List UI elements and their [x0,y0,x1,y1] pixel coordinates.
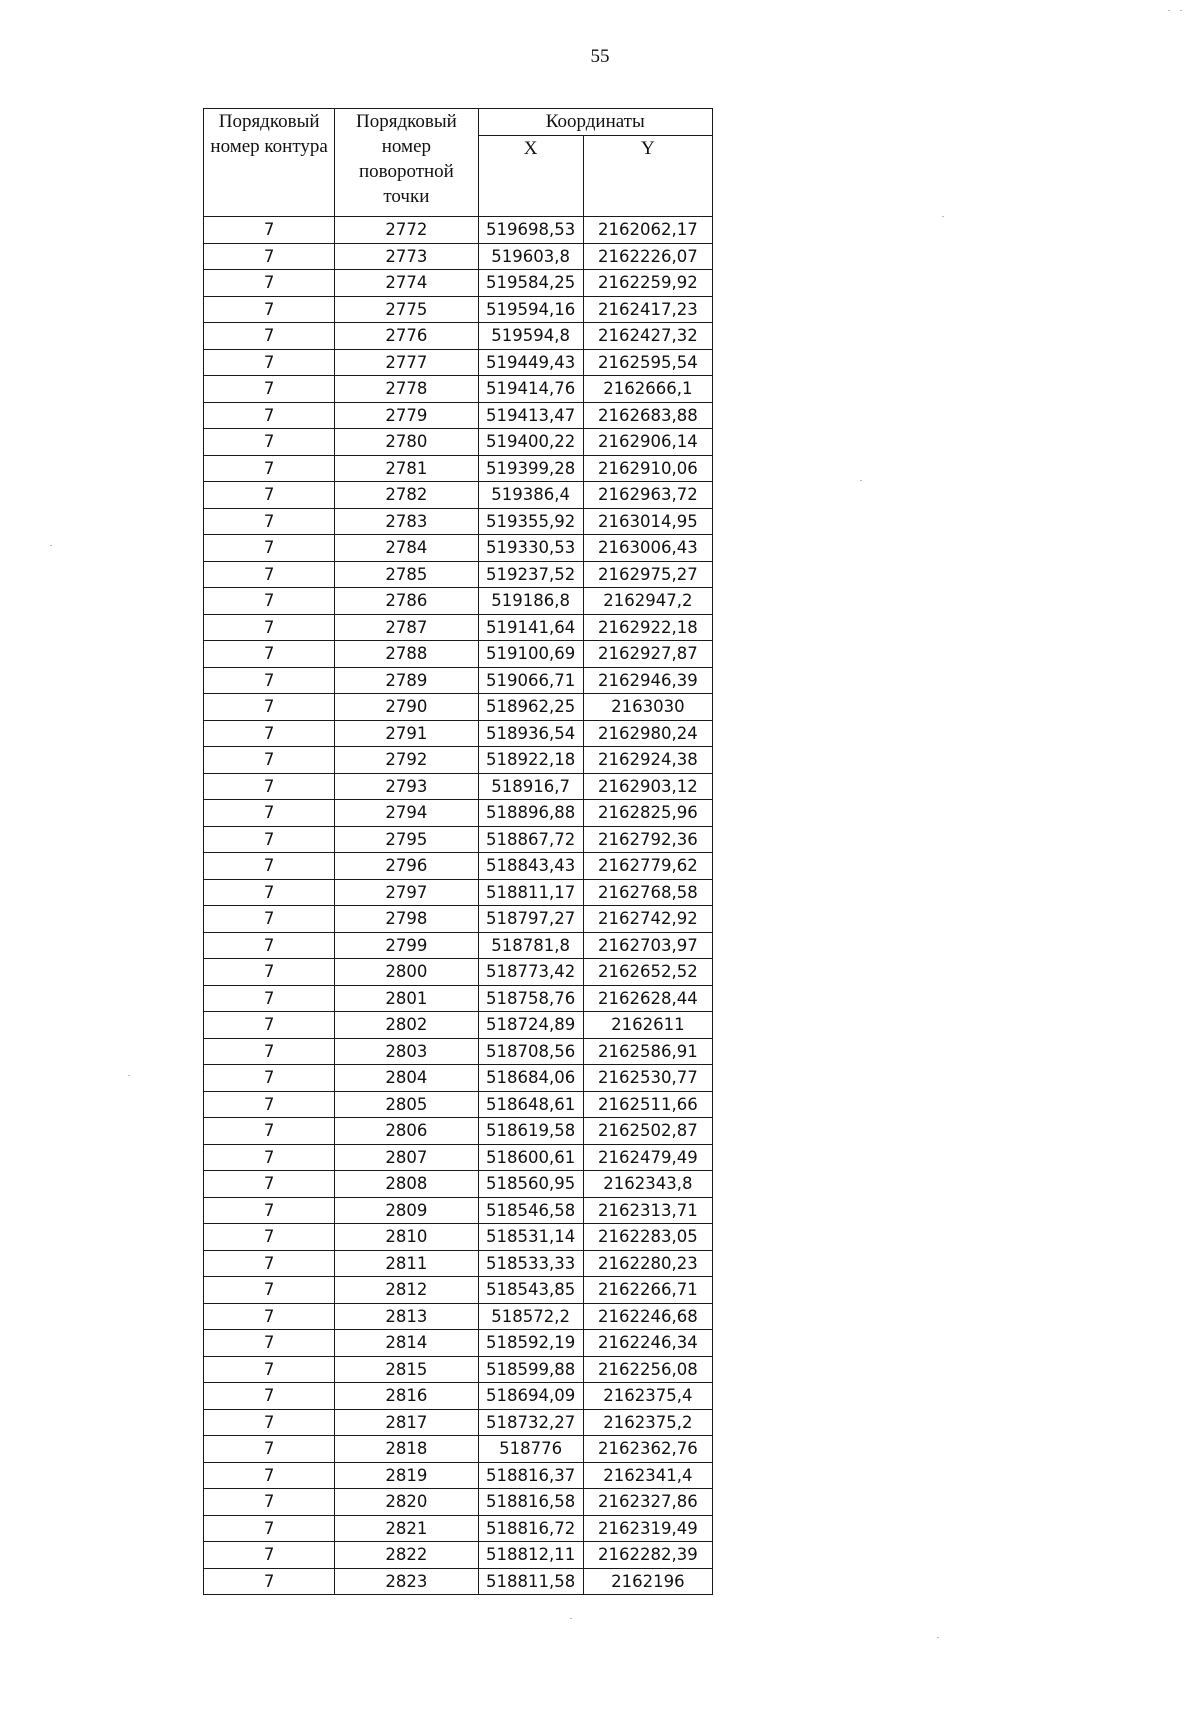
cell-point-number: 2802 [335,1012,478,1039]
cell-contour-number: 7 [204,694,335,721]
cell-point-number: 2796 [335,853,478,880]
cell-contour-number: 7 [204,455,335,482]
cell-point-number: 2784 [335,535,478,562]
table-row [204,1118,713,1145]
cell-point-number: 2778 [335,376,478,403]
cell-x: 519186,8 [478,588,583,615]
cell-x: 518758,76 [478,985,583,1012]
cell-point-number: 2806 [335,1118,478,1145]
cell-point-number: 2776 [335,323,478,350]
cell-y: 2162246,68 [583,1303,712,1330]
scan-speck [1168,10,1170,11]
table-row [204,296,713,323]
cell-point-number: 2816 [335,1383,478,1410]
cell-contour-number: 7 [204,508,335,535]
cell-x: 519400,22 [478,429,583,456]
scan-speck [1180,10,1182,11]
cell-point-number: 2799 [335,932,478,959]
cell-x: 518816,72 [478,1515,583,1542]
cell-x: 518896,88 [478,800,583,827]
cell-point-number: 2821 [335,1515,478,1542]
cell-contour-number: 7 [204,376,335,403]
table-row [204,429,713,456]
table-row [204,482,713,509]
cell-point-number: 2781 [335,455,478,482]
cell-x: 519414,76 [478,376,583,403]
cell-x: 518684,06 [478,1065,583,1092]
cell-contour-number: 7 [204,879,335,906]
cell-x: 518543,85 [478,1277,583,1304]
table-row [204,1462,713,1489]
cell-contour-number: 7 [204,641,335,668]
cell-y: 2162246,34 [583,1330,712,1357]
cell-y: 2162910,06 [583,455,712,482]
cell-y: 2162595,54 [583,349,712,376]
cell-point-number: 2803 [335,1038,478,1065]
cell-point-number: 2817 [335,1409,478,1436]
table-row [204,588,713,615]
cell-y: 2162586,91 [583,1038,712,1065]
cell-y: 2162924,38 [583,747,712,774]
cell-point-number: 2811 [335,1250,478,1277]
cell-x: 519594,8 [478,323,583,350]
cell-point-number: 2798 [335,906,478,933]
cell-y: 2162062,17 [583,217,712,244]
cell-y: 2162427,32 [583,323,712,350]
cell-y: 2162226,07 [583,243,712,270]
cell-contour-number: 7 [204,1171,335,1198]
cell-point-number: 2823 [335,1568,478,1595]
cell-contour-number: 7 [204,773,335,800]
cell-x: 518797,27 [478,906,583,933]
cell-y: 2162947,2 [583,588,712,615]
cell-point-number: 2782 [335,482,478,509]
cell-point-number: 2812 [335,1277,478,1304]
cell-y: 2162703,97 [583,932,712,959]
table-row [204,720,713,747]
table-row [204,1489,713,1516]
cell-y: 2162927,87 [583,641,712,668]
cell-contour-number: 7 [204,402,335,429]
cell-contour-number: 7 [204,1462,335,1489]
cell-contour-number: 7 [204,959,335,986]
cell-x: 518531,14 [478,1224,583,1251]
cell-point-number: 2792 [335,747,478,774]
cell-point-number: 2819 [335,1462,478,1489]
cell-x: 518648,61 [478,1091,583,1118]
cell-contour-number: 7 [204,429,335,456]
table-row [204,853,713,880]
cell-y: 2162666,1 [583,376,712,403]
cell-x: 519355,92 [478,508,583,535]
cell-x: 518592,19 [478,1330,583,1357]
table-row [204,1277,713,1304]
cell-contour-number: 7 [204,932,335,959]
cell-point-number: 2774 [335,270,478,297]
cell-x: 518812,11 [478,1542,583,1569]
cell-contour-number: 7 [204,1303,335,1330]
cell-x: 518708,56 [478,1038,583,1065]
cell-y: 2162343,8 [583,1171,712,1198]
cell-x: 518724,89 [478,1012,583,1039]
cell-point-number: 2822 [335,1542,478,1569]
cell-contour-number: 7 [204,349,335,376]
table-row [204,906,713,933]
cell-y: 2162283,05 [583,1224,712,1251]
cell-x: 518811,17 [478,879,583,906]
cell-y: 2162313,71 [583,1197,712,1224]
cell-contour-number: 7 [204,747,335,774]
cell-point-number: 2779 [335,402,478,429]
cell-contour-number: 7 [204,217,335,244]
cell-y: 2162196 [583,1568,712,1595]
cell-point-number: 2808 [335,1171,478,1198]
scan-speck [860,480,862,481]
cell-point-number: 2785 [335,561,478,588]
cell-y: 2162362,76 [583,1436,712,1463]
cell-point-number: 2793 [335,773,478,800]
cell-contour-number: 7 [204,1436,335,1463]
cell-y: 2163006,43 [583,535,712,562]
cell-x: 518922,18 [478,747,583,774]
cell-contour-number: 7 [204,270,335,297]
scan-speck [937,1637,939,1638]
cell-y: 2162975,27 [583,561,712,588]
cell-contour-number: 7 [204,800,335,827]
cell-x: 519603,8 [478,243,583,270]
cell-point-number: 2805 [335,1091,478,1118]
table-header [204,109,713,217]
cell-x: 519413,47 [478,402,583,429]
page-number: 55 [590,46,610,67]
cell-contour-number: 7 [204,1277,335,1304]
cell-y: 2162256,08 [583,1356,712,1383]
cell-contour-number: 7 [204,720,335,747]
table-row [204,747,713,774]
cell-y: 2162652,52 [583,959,712,986]
table-row [204,508,713,535]
cell-x: 518732,27 [478,1409,583,1436]
cell-contour-number: 7 [204,985,335,1012]
cell-point-number: 2789 [335,667,478,694]
cell-y: 2162479,49 [583,1144,712,1171]
cell-point-number: 2795 [335,826,478,853]
table-row [204,217,713,244]
cell-x: 519594,16 [478,296,583,323]
table-row [204,694,713,721]
table-row [204,641,713,668]
cell-point-number: 2810 [335,1224,478,1251]
cell-x: 519141,64 [478,614,583,641]
cell-x: 519100,69 [478,641,583,668]
cell-point-number: 2801 [335,985,478,1012]
cell-x: 518619,58 [478,1118,583,1145]
cell-y: 2162266,71 [583,1277,712,1304]
cell-y: 2162792,36 [583,826,712,853]
cell-point-number: 2794 [335,800,478,827]
cell-y: 2162683,88 [583,402,712,429]
table-row [204,1038,713,1065]
cell-x: 518546,58 [478,1197,583,1224]
cell-y: 2162611 [583,1012,712,1039]
table-row [204,985,713,1012]
cell-contour-number: 7 [204,1118,335,1145]
cell-x: 518560,95 [478,1171,583,1198]
table-row [204,1383,713,1410]
table-row [204,1356,713,1383]
scan-speck [128,1075,130,1076]
table-row [204,1144,713,1171]
cell-x: 519386,4 [478,482,583,509]
cell-y: 2162628,44 [583,985,712,1012]
cell-y: 2162946,39 [583,667,712,694]
cell-point-number: 2809 [335,1197,478,1224]
header-point-number: Порядковый номер поворотной точки [335,109,478,217]
cell-contour-number: 7 [204,1542,335,1569]
cell-contour-number: 7 [204,1012,335,1039]
table-row [204,773,713,800]
cell-contour-number: 7 [204,296,335,323]
table-row [204,535,713,562]
table-row [204,1091,713,1118]
cell-contour-number: 7 [204,323,335,350]
cell-y: 2162511,66 [583,1091,712,1118]
cell-x: 519066,71 [478,667,583,694]
table-row [204,800,713,827]
cell-contour-number: 7 [204,1356,335,1383]
cell-x: 518600,61 [478,1144,583,1171]
cell-x: 519237,52 [478,561,583,588]
cell-contour-number: 7 [204,561,335,588]
cell-x: 518694,09 [478,1383,583,1410]
cell-y: 2162341,4 [583,1462,712,1489]
cell-contour-number: 7 [204,1197,335,1224]
cell-y: 2162327,86 [583,1489,712,1516]
cell-contour-number: 7 [204,1144,335,1171]
cell-contour-number: 7 [204,667,335,694]
table-row [204,932,713,959]
table-row [204,959,713,986]
table-row [204,1303,713,1330]
cell-x: 518599,88 [478,1356,583,1383]
cell-point-number: 2790 [335,694,478,721]
coordinates-table [203,108,713,1595]
table-row [204,561,713,588]
cell-x: 518867,72 [478,826,583,853]
cell-x: 518916,7 [478,773,583,800]
table-row [204,323,713,350]
cell-x: 518776 [478,1436,583,1463]
cell-y: 2162530,77 [583,1065,712,1092]
cell-contour-number: 7 [204,1250,335,1277]
cell-y: 2162502,87 [583,1118,712,1145]
cell-x: 518936,54 [478,720,583,747]
cell-x: 518843,43 [478,853,583,880]
table-row [204,1197,713,1224]
cell-y: 2162768,58 [583,879,712,906]
table-row [204,826,713,853]
table-row [204,455,713,482]
cell-contour-number: 7 [204,1489,335,1516]
cell-point-number: 2775 [335,296,478,323]
table-row [204,349,713,376]
table-row [204,879,713,906]
table-row [204,1409,713,1436]
cell-x: 518533,33 [478,1250,583,1277]
cell-point-number: 2773 [335,243,478,270]
cell-x: 518816,58 [478,1489,583,1516]
table-row [204,1171,713,1198]
cell-contour-number: 7 [204,243,335,270]
cell-y: 2162280,23 [583,1250,712,1277]
cell-y: 2162903,12 [583,773,712,800]
table-row [204,1515,713,1542]
cell-y: 2162980,24 [583,720,712,747]
cell-contour-number: 7 [204,1330,335,1357]
cell-x: 519399,28 [478,455,583,482]
cell-contour-number: 7 [204,853,335,880]
cell-contour-number: 7 [204,588,335,615]
cell-point-number: 2818 [335,1436,478,1463]
cell-x: 518816,37 [478,1462,583,1489]
cell-x: 518962,25 [478,694,583,721]
cell-contour-number: 7 [204,1383,335,1410]
cell-y: 2162922,18 [583,614,712,641]
cell-x: 519698,53 [478,217,583,244]
cell-point-number: 2813 [335,1303,478,1330]
table-row [204,1568,713,1595]
cell-point-number: 2800 [335,959,478,986]
table-row [204,1542,713,1569]
scan-speck [570,1618,572,1619]
cell-x: 519584,25 [478,270,583,297]
table-row [204,270,713,297]
cell-y: 2162825,96 [583,800,712,827]
cell-x: 519449,43 [478,349,583,376]
table-row [204,1065,713,1092]
cell-point-number: 2814 [335,1330,478,1357]
table-row [204,1330,713,1357]
cell-point-number: 2797 [335,879,478,906]
table-row [204,402,713,429]
table-body [204,217,713,1595]
header-coordinates: Координаты [478,109,712,136]
cell-y: 2163014,95 [583,508,712,535]
cell-point-number: 2780 [335,429,478,456]
scan-speck [942,216,944,217]
cell-y: 2162779,62 [583,853,712,880]
cell-y: 2163030 [583,694,712,721]
cell-point-number: 2820 [335,1489,478,1516]
table-row [204,1012,713,1039]
header-y: Y [583,136,712,217]
cell-point-number: 2783 [335,508,478,535]
cell-contour-number: 7 [204,1065,335,1092]
cell-point-number: 2791 [335,720,478,747]
cell-x: 518811,58 [478,1568,583,1595]
scan-speck [50,545,52,546]
cell-y: 2162319,49 [583,1515,712,1542]
cell-contour-number: 7 [204,1568,335,1595]
table-row [204,667,713,694]
table-row [204,614,713,641]
table-row [204,243,713,270]
cell-y: 2162375,2 [583,1409,712,1436]
cell-contour-number: 7 [204,1038,335,1065]
cell-point-number: 2807 [335,1144,478,1171]
cell-contour-number: 7 [204,614,335,641]
cell-x: 518781,8 [478,932,583,959]
cell-point-number: 2788 [335,641,478,668]
cell-y: 2162906,14 [583,429,712,456]
cell-contour-number: 7 [204,1091,335,1118]
cell-contour-number: 7 [204,1409,335,1436]
header-contour-number: Порядковый номер контура [204,109,335,217]
cell-contour-number: 7 [204,1515,335,1542]
cell-point-number: 2777 [335,349,478,376]
cell-point-number: 2787 [335,614,478,641]
cell-x: 518572,2 [478,1303,583,1330]
cell-y: 2162259,92 [583,270,712,297]
table-row [204,1250,713,1277]
cell-contour-number: 7 [204,906,335,933]
cell-y: 2162375,4 [583,1383,712,1410]
cell-y: 2162963,72 [583,482,712,509]
cell-x: 518773,42 [478,959,583,986]
cell-point-number: 2786 [335,588,478,615]
cell-x: 519330,53 [478,535,583,562]
header-x: X [478,136,583,217]
cell-contour-number: 7 [204,482,335,509]
table-row [204,1224,713,1251]
cell-y: 2162742,92 [583,906,712,933]
table-row [204,1436,713,1463]
cell-y: 2162417,23 [583,296,712,323]
cell-contour-number: 7 [204,1224,335,1251]
cell-point-number: 2772 [335,217,478,244]
cell-contour-number: 7 [204,826,335,853]
cell-point-number: 2815 [335,1356,478,1383]
cell-point-number: 2804 [335,1065,478,1092]
cell-contour-number: 7 [204,535,335,562]
cell-y: 2162282,39 [583,1542,712,1569]
table-row [204,376,713,403]
